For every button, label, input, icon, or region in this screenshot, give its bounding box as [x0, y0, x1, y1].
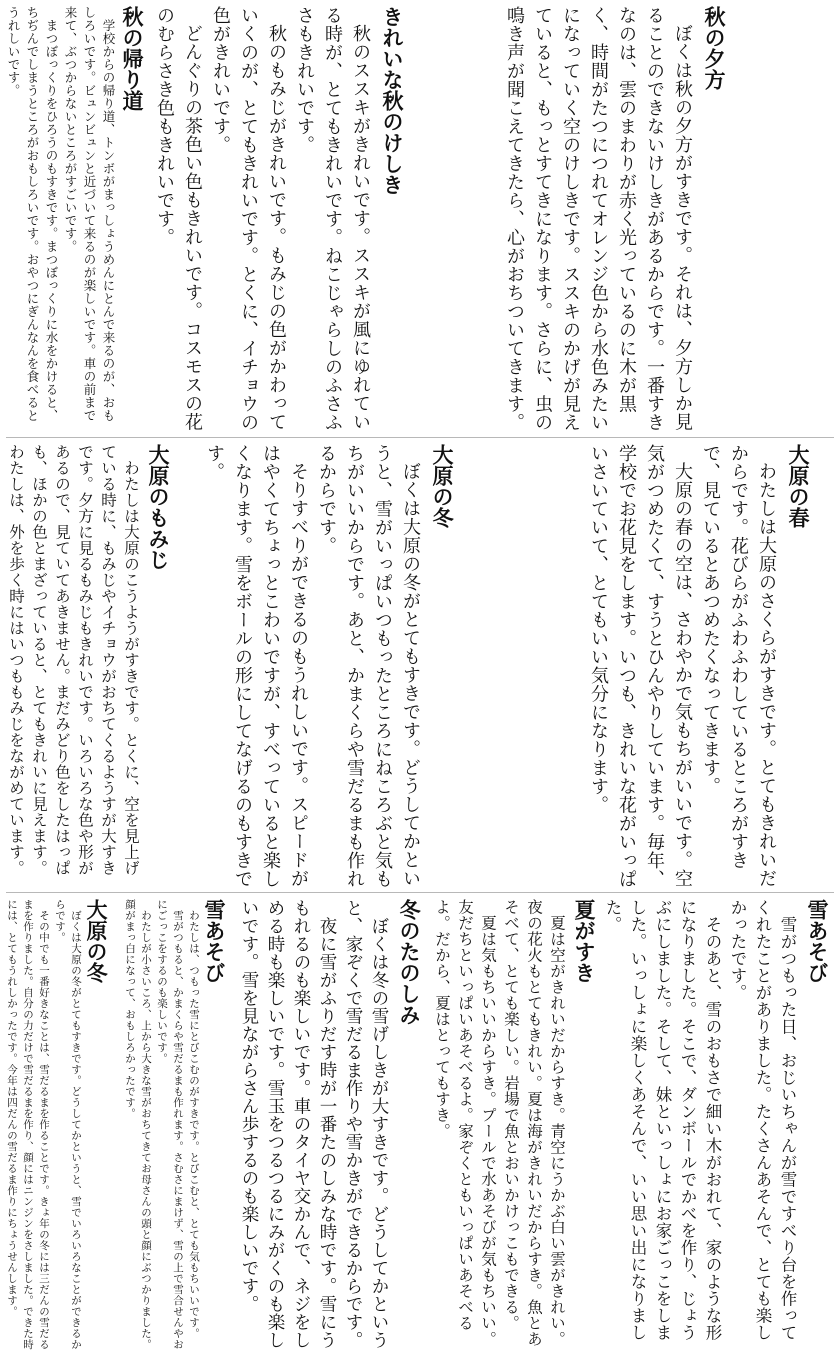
essay-title: 大原のもみじ — [146, 444, 170, 570]
essay-ohara-no-fuyu — [200, 444, 576, 889]
essay-paragraph: 秋のもみじがきれいです。もみじの色がかわっていくのが、とてもきれいです。とくに、イチョウの色がきれいです。 — [210, 6, 287, 432]
essay-paragraph: 夏は空がきれいだからすき。青空にうかぶ白い雲がきれい。夜の花火もとてもきれい。夏は海がきれいだからすき。魚とあそべて、とても楽しい。岩場で魚とおいかけっこもできる。 — [502, 899, 566, 1347]
essay-paragraph: ぼくは冬の雪げしきが大すきです。どうしてかというと、家ぞくで雪だるま作りや雪かきができるからです。 — [343, 899, 389, 1349]
essay-paragraph: ぼくは大原の冬がとてもすきです。どうしてかというと、雪でいろいろなことができるからです。 — [54, 899, 82, 1350]
essay-title: 秋の夕方 — [702, 6, 726, 90]
essay-aki-no-kaerimichi — [4, 6, 144, 434]
essay-paragraph: ぼくは秋の夕方がすきです。それは、夕方しか見ることのできないけしきがあるからです。一番すきなのは、雲のまわりが赤く光っているのに木が黒く、時間がたつにつれてオレンジ色から水色みたいになっていく空のけしきです。ススキのかげが見えていると、もっとすてきになります。さらに、虫の鳴き声が聞こえてきたら、心がおちついてきます。 — [504, 6, 693, 432]
essay-title: 大原の冬 — [430, 444, 454, 528]
essay-paragraph: そのあと、雪のおもさで細い木がおれて、家のような形になりました。そこで、ダンボールでかべを作り、じょうぶにしました。そして、妹といっしょにお家ごっこをしました。いっしょに楽しくあそんで、いい思い出になりました。 — [603, 899, 722, 1341]
essay-paragraph: どんぐりの茶色い色もきれいです。コスモスの花のむらさき色もきれいです。 — [154, 6, 203, 431]
essay-ohara-no-haru — [584, 444, 836, 889]
row-2 — [0, 438, 840, 893]
row-1 — [0, 0, 840, 438]
essay-ohara-no-momiji — [4, 444, 194, 889]
essay-paragraph: その中でも一番好きなことは、雪だるまを作ることです。きょ年の冬には三だんの雪だるまを作りました。自分の力だけで雪だるまを作り、顔にはニンジンをさしました。できた時には、とてもうれしかったです。今年は四だんの雪だるま作りにちょうせんします。 — [6, 899, 50, 1350]
essay-aki-no-yugata — [500, 6, 836, 434]
essay-paragraph: まつぼっくりをひろうのもすきです。まつぼっくりに水をかけると、ちぢんでしまうところがおもしろいです。おやつにぎんなんを食べるとうれしいです。 — [6, 6, 59, 422]
essay-title: 雪あそび — [202, 899, 226, 983]
essay-title: 雪あそび — [805, 899, 829, 983]
essay-title: 夏がすき — [572, 899, 596, 983]
essay-title: 秋の帰り道 — [120, 6, 144, 111]
essay-paragraph: わたしは、つもった雪にとびこむのがすきです。とびこむと、とても気もちいいです。 — [188, 909, 200, 1339]
row-3 — [0, 893, 840, 1360]
essay-yuki-asobi-2 — [122, 899, 230, 1356]
essay-paragraph: 秋のススキがきれいです。ススキが風にゆれている時が、とてもきれいです。ねこじゃらしのふさふさもきれいです。 — [294, 6, 371, 432]
essay-title: 大原の春 — [786, 444, 810, 528]
essay-paragraph: そりすべりができるのもうれしいです。スピードがはやくてちょっとこわいですが、すべっていると楽しくなります。雪をボールの形にしてなげるのもすきです。 — [204, 444, 309, 888]
essay-paragraph: 大原の春の空は、さわやかで気もちがいいです。空気がつめたくて、すうとひんやりしています。毎年、学校でお花見をします。いつも、きれいな花がいっぱいさいていて、とてもいい気分になります。 — [588, 444, 693, 888]
essay-paragraph: ぼくは大原の冬がとてもすきです。どうしてかというと、雪がいっぱいつもったところにねころぶと気もちがいいからです。あと、かまくらや雪だるまも作れるからです。 — [316, 444, 421, 888]
essay-ohara-no-fuyu-2 — [4, 899, 116, 1356]
essay-kirei-na-aki-no-keshiki — [150, 6, 490, 434]
essay-paragraph: 学校からの帰り道、トンボがまっしょうめんにとんで来るのが、おもしろいです。ビュンビュンと近づいて来るのが楽しいです。車の前まで来て、ぶつからないところがすごいです。 — [63, 6, 116, 422]
essay-paragraph: 雪がつもった日、おじいちゃんが雪ですべり台を作ってくれたことがありました。たくさんあそんで、とても楽しかったです。 — [728, 899, 797, 1341]
essay-paragraph: わたしは大原のこうようがすきです。とくに、空を見上げている時に、もみじやイチョウがおちてくるようすが大すきです。夕方に見るもみじもきれいです。いろいろな色や形があるので、見ていてあきません。まだみどり色をしたはっぱも、ほかの色とまざっていると、とてもきれいに見えます。わたしは、外を歩く時にはいつももみじをながめています。 — [7, 444, 140, 876]
essay-paragraph: わたしは大原のさくらがすきです。とてもきれいだからです。花びらがふわふわしているところがすきで、見ているとあつめたくなってきます。 — [700, 444, 777, 888]
essay-paragraph: 夜に雪がふりだす時が一番たのしみな時です。雪にうもれるのも楽しいです。車のタイヤ交かんで、ネジをしめる時も楽しいです。雪玉をつるつるにみがくのも楽しいです。雪を見ながらさん歩するのも楽しいです。 — [239, 899, 337, 1349]
essay-paragraph: わたしが小さいころ、上から大きな雪がおちてきてお母さんの頭と顔にぶつかりました。顔がまっ白になって、おもしろかったです。 — [124, 899, 152, 1350]
essay-title: 大原の冬 — [84, 899, 108, 983]
essay-natsu-ga-suki — [430, 899, 594, 1356]
essay-yuki-asobi-1 — [600, 899, 836, 1356]
essay-title: 冬のたのしみ — [397, 899, 421, 1025]
essay-paragraph: 雪がつもると、かまくらや雪だるまも作れます。さむさにまけず、雪の上で雪合せんやおにごっこをするのも楽しいです。 — [156, 899, 184, 1350]
essay-title: きれいな秋のけしき — [380, 6, 404, 195]
essay-fuyu-no-tanoshimi — [236, 899, 424, 1356]
essay-paragraph: 夏は気もちいいからすき。プールで水あそびが気もちいい。友だちといっぱいあそべるよ。家ぞくともいっぱいあそべるよ。だから、夏はとってもすき。 — [433, 899, 497, 1347]
